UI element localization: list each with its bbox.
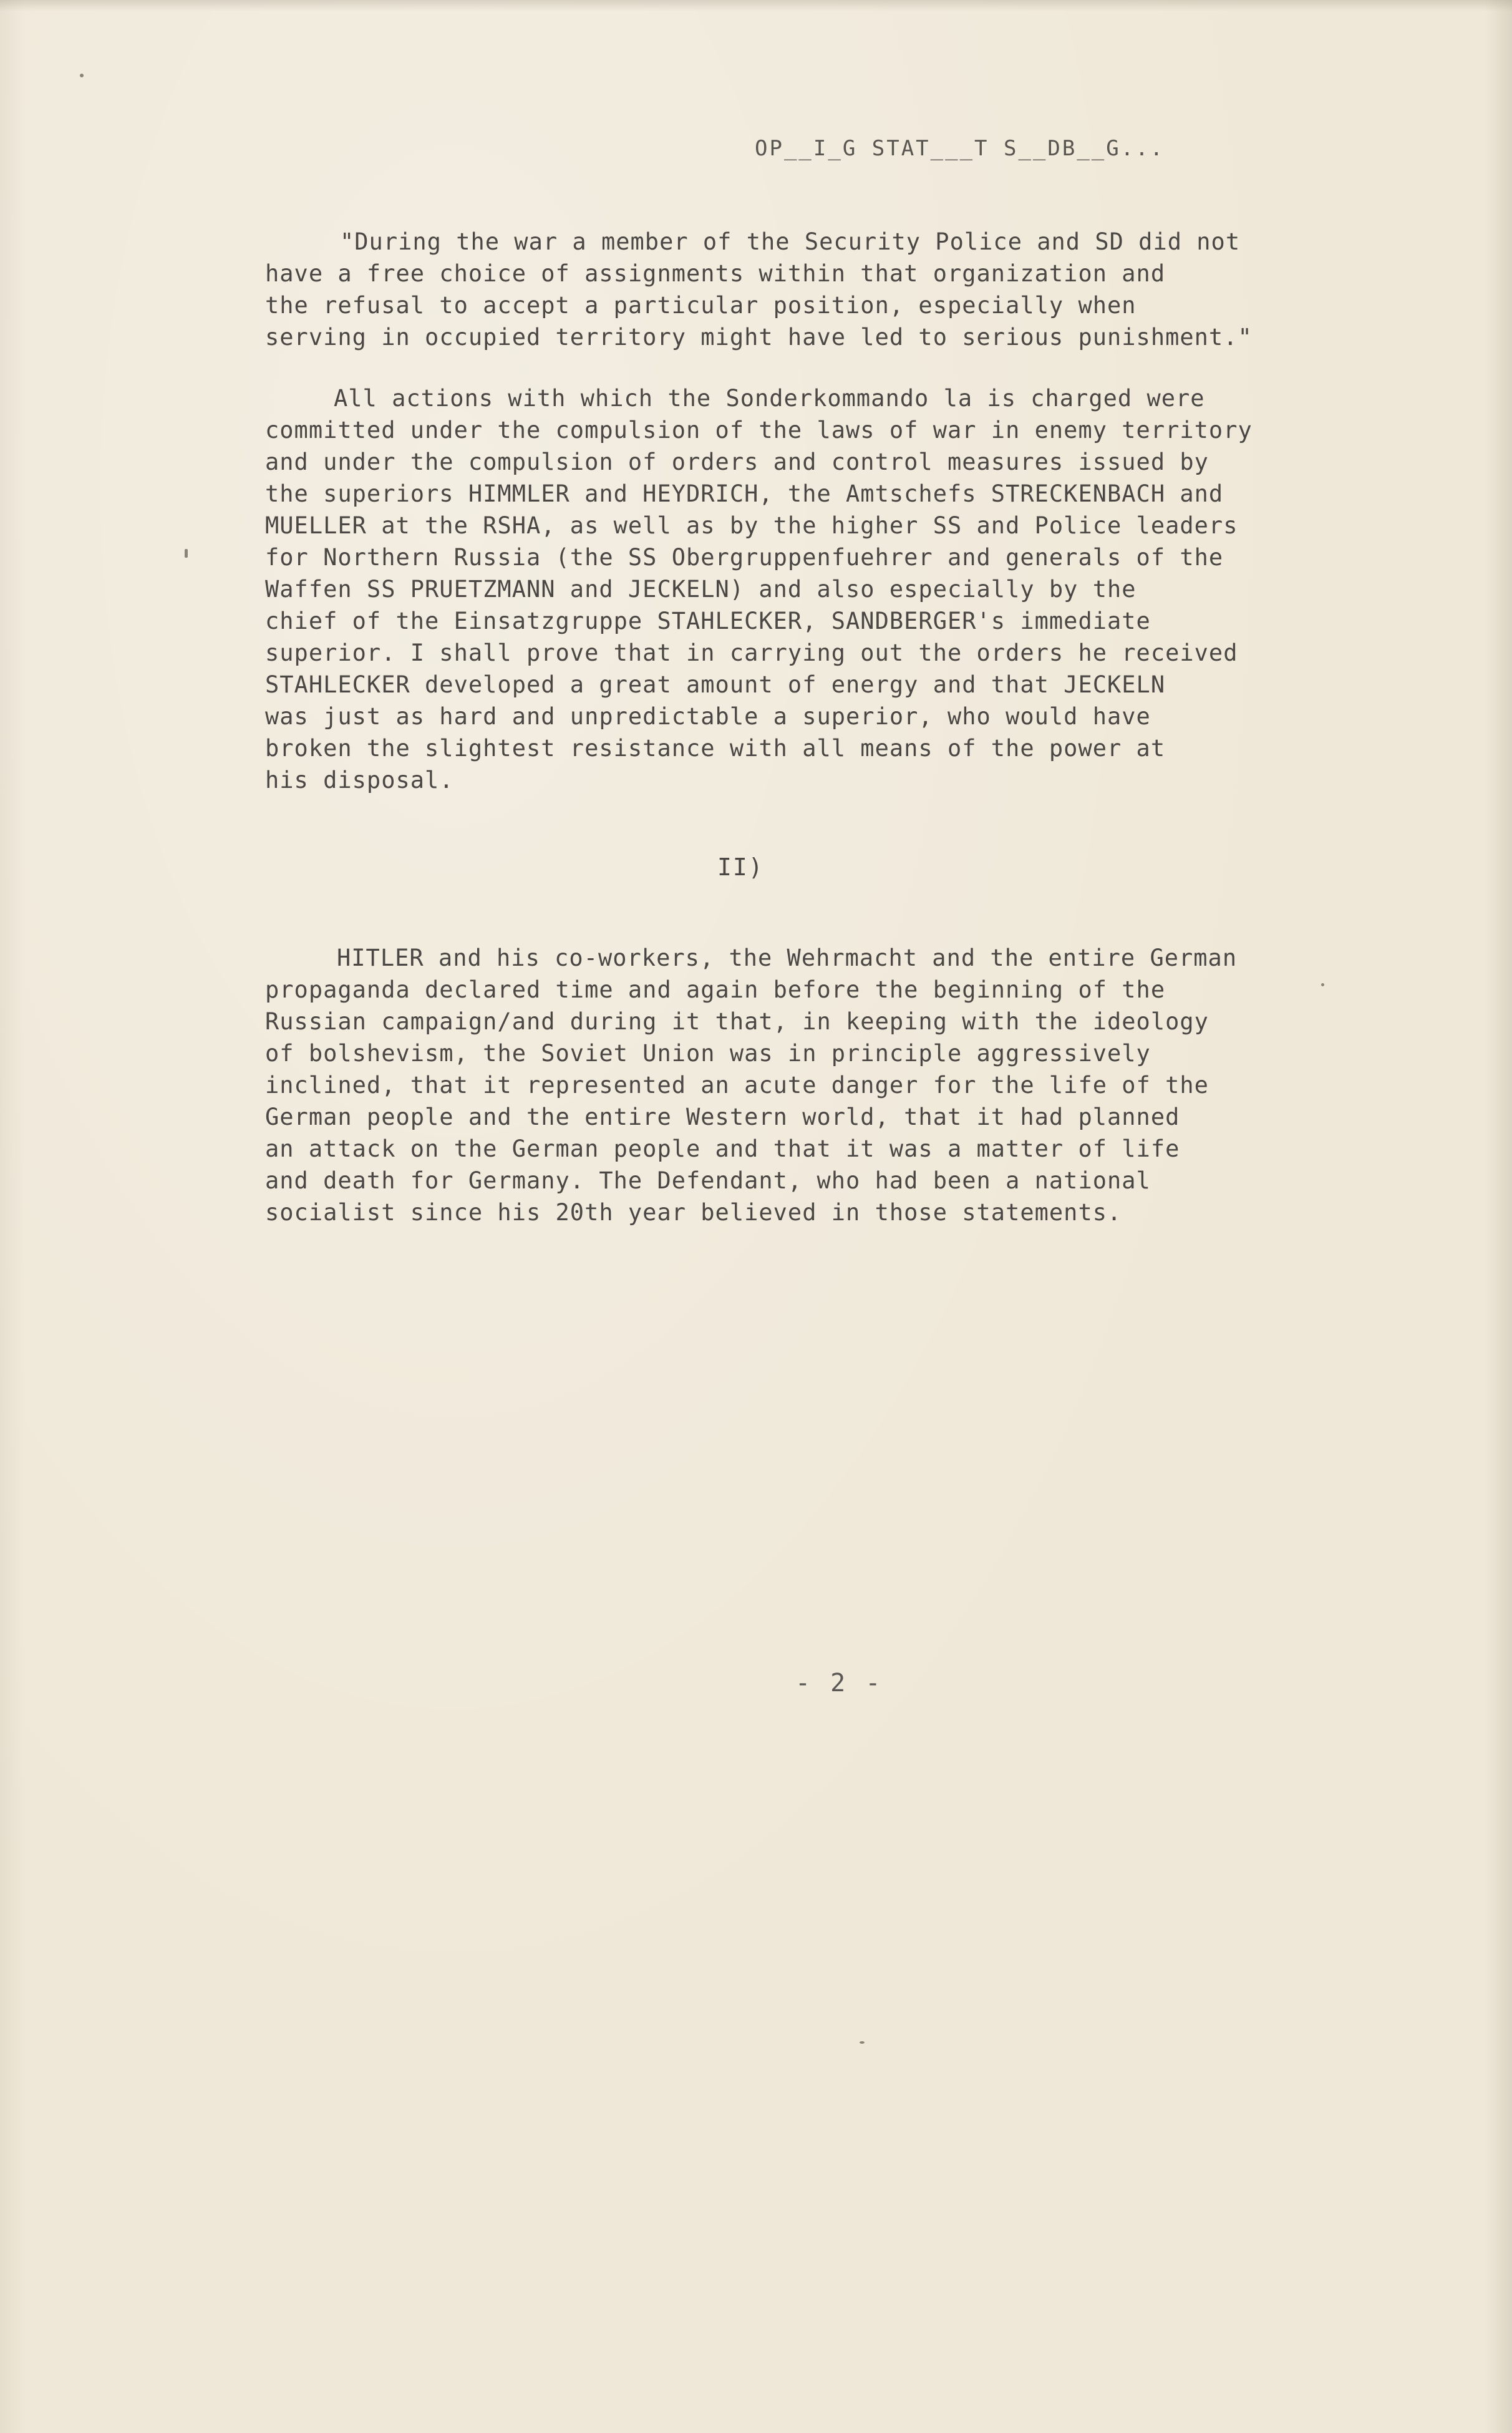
paper-speck (80, 74, 84, 77)
page-number: - 2 - (795, 1669, 883, 1697)
text-line: Waffen SS PRUETZMANN and JECKELN) and also especially by the (265, 576, 1136, 603)
text-line: STAHLECKER developed a great amount of energy and that JECKELN (265, 671, 1166, 698)
section-heading: II) (717, 853, 764, 881)
text-line: the refusal to accept a particular position, especially when (265, 292, 1136, 319)
paragraph-quote (265, 226, 1253, 353)
text-line: have a free choice of assignments within that organization and (265, 260, 1166, 287)
text-line: "During the war a member of the Security Police and SD did not (340, 228, 1241, 255)
text-line: propaganda declared time and again before the beginning of the (265, 976, 1166, 1003)
paper-speck (1321, 983, 1324, 986)
text-line: HITLER and his co-workers, the Wehrmacht and the entire German (337, 945, 1238, 971)
text-line: was just as hard and unpredictable a superior, who would have (265, 703, 1151, 730)
text-line: and under the compulsion of orders and control measures issued by (265, 449, 1209, 475)
paper-edge (0, 0, 1512, 11)
text-line: inclined, that it represented an acute danger for the life of the (265, 1072, 1209, 1099)
text-line: an attack on the German people and that it was a matter of life (265, 1135, 1180, 1162)
text-line: and death for Germany. The Defendant, who had been a national (265, 1167, 1151, 1194)
text-line: superior. I shall prove that in carrying out the orders he received (265, 639, 1238, 666)
text-line: the superiors HIMMLER and HEYDRICH, the Amtschefs STRECKENBACH and (265, 480, 1224, 507)
paragraph-hitler (265, 942, 1237, 1228)
text-line: broken the slightest resistance with all means of the power at (265, 735, 1166, 762)
text-line: chief of the Einsatzgruppe STAHLECKER, SANDBERGER's immediate (265, 608, 1151, 634)
text-line: MUELLER at the RSHA, as well as by the higher SS and Police leaders (265, 512, 1238, 539)
text-line: Russian campaign/and during it that, in keeping with the ideology (265, 1008, 1209, 1035)
paper-speck (185, 549, 188, 558)
document-header: OP__I_G STAT___T S__DB__G... (755, 136, 1165, 161)
text-line: his disposal. (265, 767, 454, 794)
text-line: of bolshevism, the Soviet Union was in principle aggressively (265, 1040, 1151, 1067)
text-line: committed under the compulsion of the laws of war in enemy territory (265, 417, 1253, 444)
paragraph-actions (265, 382, 1253, 796)
text-line: for Northern Russia (the SS Obergruppenfuehrer and generals of the (265, 544, 1224, 571)
text-line: socialist since his 20th year believed in those statements. (265, 1199, 1122, 1226)
paper-speck (860, 2041, 865, 2044)
text-line: All actions with which the Sonderkommando la is charged were (334, 385, 1205, 412)
text-line: serving in occupied territory might have led to serious punishment." (265, 324, 1253, 351)
text-line: German people and the entire Western world, that it had planned (265, 1104, 1180, 1130)
